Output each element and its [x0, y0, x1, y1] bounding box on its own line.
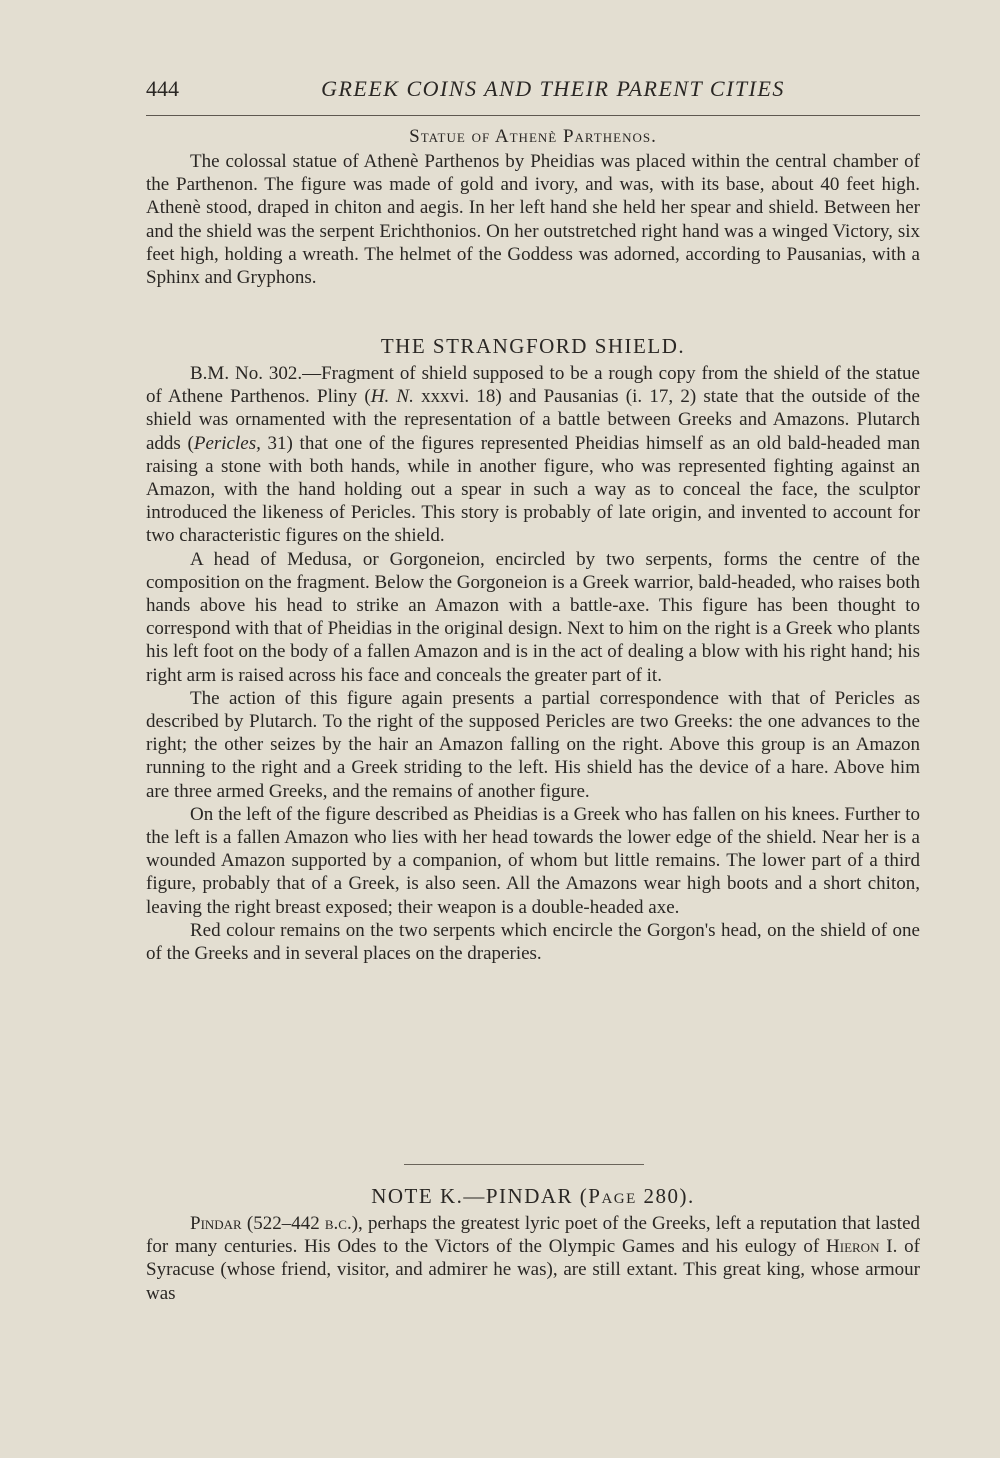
- statue-section: [146, 123, 920, 289]
- pindar-bc: b.c.: [324, 1213, 352, 1234]
- note-k-section: [146, 1180, 920, 1305]
- note-heading-page: Page: [588, 1184, 637, 1208]
- p1-text-a: B.M. No. 302.—Fragment of shield supposed to be a rough copy from the shield of the statue of Athene Parthenos. Pliny (: [146, 363, 920, 408]
- strangford-paragraph-5: Red colour remains on the two serpents which encircle the Gorgon's head, on the shield of one of the Greeks and in several places on the draperies.: [146, 919, 920, 965]
- p1-pericles-ref: Pericles,: [193, 432, 261, 454]
- strangford-paragraph-4: On the left of the figure described as Pheidias is a Greek who has fallen on his knees. Further to the left is a fallen Amazon who lies with her head towards the lower edge of the shield. Near her is a wounded Amazon supported by a companion, of whom but little remains. The lower part of a third figure, probably that of a Greek, is also seen. All the Amazons wear high boots and a short chiton, leaving the right breast exposed; their weapon is a double-headed axe.: [146, 803, 920, 918]
- p1-text-c: xxxvi. 18) and Pausanias (i. 17, 2) state that the outside of the shield was ornamented with the representation of a battle between Greeks and Amazons. Plutarch adds (: [146, 386, 920, 454]
- page-number: 444: [146, 76, 179, 101]
- hieron-name: Hieron: [826, 1236, 880, 1258]
- strangford-paragraph-2: A head of Medusa, or Gorgoneion, encircled by two serpents, forms the centre of the composition on the fragment. Below the Gorgoneion is a Greek warrior, bald-headed, who raises both hands above his head to strike an Amazon with a battle-axe. This figure has been thought to correspond with that of Pheidias in the original design. Next to him on the right is a Greek who plants his left foot on the body of a fallen Amazon and is in the act of dealing a blow with his right hand; his right arm is raised across his face and conceals the greater part of it.: [146, 548, 920, 686]
- strangford-heading: THE STRANGFORD SHIELD.: [380, 334, 686, 358]
- pindar-text-b: ), perhaps the greatest lyric poet of the Greeks, left a reputation that lasted for many centuries. His Odes to the Victors of the Olympic Games and his eulogy of: [146, 1213, 921, 1258]
- p1-pliny-ref: H. N.: [370, 386, 414, 408]
- strangford-paragraph-1: [146, 362, 920, 548]
- pindar-text-a: (522–442: [241, 1213, 325, 1234]
- header-rule: [146, 115, 920, 116]
- pindar-paragraph: [146, 1212, 920, 1305]
- pindar-text-c: I. of Syracuse (whose friend, visitor, and admirer he was), are still extant. This great king, whose armour was: [146, 1236, 920, 1304]
- pindar-name: Pindar: [190, 1213, 242, 1234]
- strangford-paragraph-3: The action of this figure again presents a partial correspondence with that of Pericles as described by Plutarch. To the right of the supposed Pericles are two Greeks: the one advances to the right; the other seizes by the hair an Amazon falling on the right. Above this group is an Amazon running to the right and a Greek striding to the left. His shield has the device of a hare. Above him are three armed Greeks, and the remains of another figure.: [146, 687, 920, 802]
- section-divider: [404, 1164, 644, 1165]
- p1-text-e: 31) that one of the figures represented Pheidias himself as an old bald-headed man raising a stone with both hands, while in another figure, who was represented fighting against an Amazon, with the hand holding out a spear in such a way as to conceal the face, the sculptor introduced the likeness of Pericles. This story is probably of late origin, and invented to account for two characteristic figures on the shield.: [146, 432, 921, 547]
- note-heading-end: 280).: [636, 1184, 695, 1208]
- statue-paragraph: The colossal statue of Athenè Parthenos by Pheidias was placed within the central chamber of the Parthenon. The figure was made of gold and ivory, and was, with its base, about 40 feet high. Athenè stood, draped in chiton and aegis. In her left hand she held her spear and shield. Between her and the shield was the serpent Erichthonios. On her outstretched right hand was a winged Victory, six feet high, holding a wreath. The helmet of the Goddess was adorned, according to Pausanias, with a Sphinx and Gryphons.: [146, 151, 920, 289]
- strangford-section: [146, 330, 920, 965]
- page-header: [146, 76, 920, 106]
- note-k-heading: [146, 1180, 920, 1212]
- running-title: GREEK COINS AND THEIR PARENT CITIES: [321, 76, 785, 101]
- note-heading-main: NOTE K.—PINDAR (: [371, 1184, 589, 1208]
- statue-heading: Statue of Athenè Parthenos.: [409, 126, 657, 147]
